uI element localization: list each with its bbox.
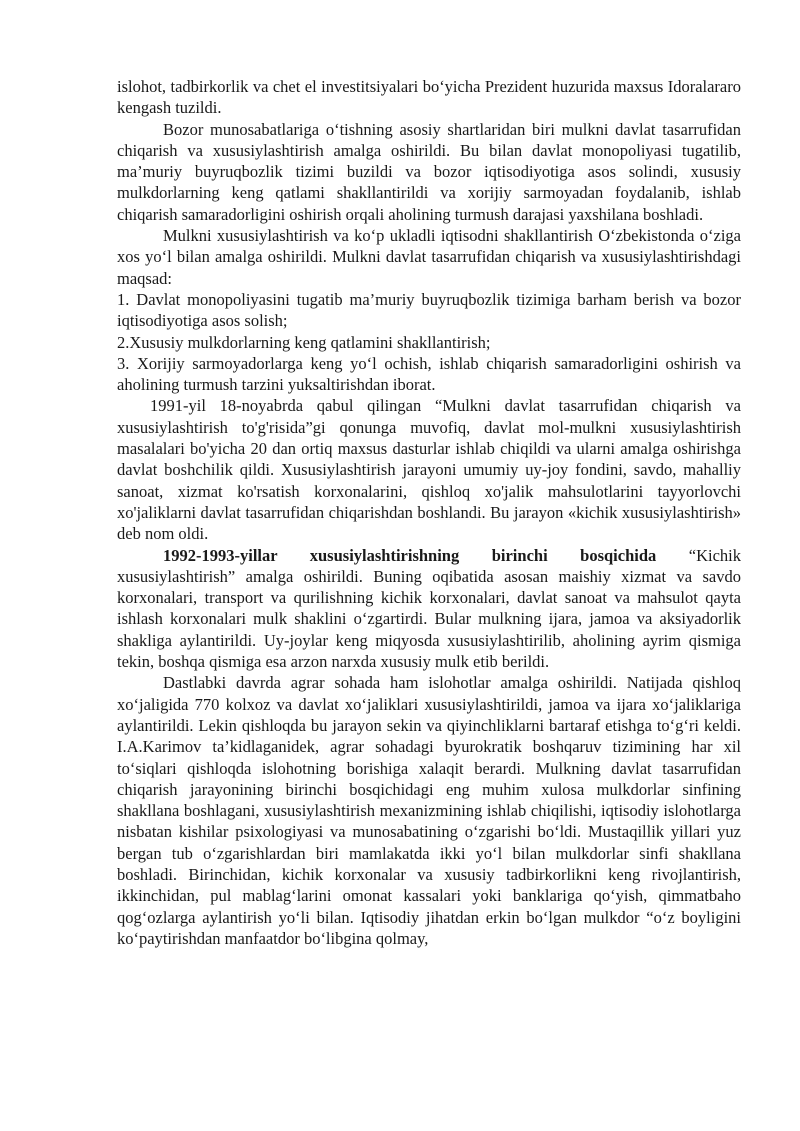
paragraph-2: Bozor munosabatlariga o‘tishning asosiy shartlaridan biri mulkni davlat tasarrufidan chiqarish va xususiylashtirish amalga oshirildi. Bu bilan davlat monopoliyasi tugatilib, ma’muriy buyruqbozlik tizimi buzildi va bozor iqtisodiyotiga asos solindi, xususiy mulkdorlarning keng qatlami shakllantirildi va xorijiy sarmoyadan foydalanib, ishlab chiqarish samaradorligini oshirish orqali aholining turmush darajasi yaxshilana boshladi.	[117, 119, 741, 224]
paragraph-7: 1991-yil 18-noyabrda qabul qilingan “Mulkni davlat tasarrufidan chiqarish va xususiylashtirish to'g'risida”gi qonunga muvofiq, davlat mol-mulkni xususiylashtirish masalalari bo'yicha 20 dan ortiq maxsus dasturlar ishlab chiqildi va ularni amalga oshirishga davlat boshchilik qildi. Xususiylashtirish jarayoni umumiy uy-joy fondini, savdo, mahalliy sanoat, xizmat ko'rsatish korxonalarini, qishloq xo'jalik mahsulotlarini tayyorlovchi xo'jaliklarni davlat tasarrufidan chiqarishdan boshlandi. Bu jarayon «kichik xususiylashtirish» deb nom oldi.	[117, 396, 741, 544]
document-page	[117, 76, 741, 949]
list-item-1: 1. Davlat monopoliyasini tugatib ma’muriy buyruqbozlik tizimiga barham berish va bozor iqtisodiyotiga asos solish;	[117, 289, 741, 331]
paragraph-8-bold-lead: 1992-1993-yillar xususiylashtirishning birinchi bosqichida	[163, 545, 657, 565]
list-item-3: 3. Xorijiy sarmoyadorlarga keng yo‘l ochish, ishlab chiqarish samaradorligini oshirish va aholining turmush tarzini yuksaltirishdan iborat.	[117, 353, 741, 395]
paragraph-3: Mulkni xususiylashtirish va ko‘p ukladli iqtisodni shakllantirish O‘zbekistonda o‘ziga xos yo‘l bilan amalga oshirildi. Mulkni davlat tasarrufidan chiqarish va xususiylashtirishdagi maqsad:	[117, 226, 741, 288]
paragraph-8	[117, 545, 741, 673]
paragraph-9: Dastlabki davrda agrar sohada ham islohotlar amalga oshirildi. Natijada qishloq xo‘jaligida 770 kolxoz va davlat xo‘jaliklari xususiylashtirildi, jamoa va ijara xo‘jaliklariga aylantirildi. Lekin qishloqda bu jarayon sekin va qiyinchliklarni bartaraf etishga to‘g‘ri keldi. I.A.Karimov ta’kidlaganidek, agrar sohadagi byurokratik boshqaruv tizimining har xil to‘siqlari qishloqda islohotning borishiga xalaqit berardi. Mulkning davlat tasarrufidan chiqarish jarayonining birinchi bosqichidagi eng muhim xulosa mulkdorlar sinfining shakllana boshlagani, xususiylashtirish mexanizmining ishlab chiqilishi, iqtisodiy islohotlarga nisbatan kishilar psixologiyasi va munosabatining o‘zgarishi bo‘ldi. Mustaqillik yillari yuz bergan tub o‘zgarishlardan biri mamlakatda ikki yo‘l bilan mulkdorlar sinfi shakllana boshladi. Birinchidan, kichik korxonalar va xususiy tadbirkorlikni keng rivojlantirish, ikkinchidan, pul mablag‘larini omonat kassalari yoki banklariga qo‘yish, qimmatbaho qog‘ozlarga aylantirish yo‘li bilan. Iqtisodiy jihatdan erkin bo‘lgan mulkdor “o‘z boyligini ko‘paytirishdan manfaatdor bo‘libgina qolmay,	[117, 673, 741, 948]
list-item-2: 2.Xususiy mulkdorlarning keng qatlamini shakllantirish;	[117, 332, 491, 352]
paragraph-1: islohot, tadbirkorlik va chet el investitsiyalari bo‘yicha Prezident huzurida maxsus Idoralararo kengash tuzildi.	[117, 77, 741, 118]
paragraph-8-text: “Kichik xususiylashtirish” amalga oshirildi. Buning oqibatida asosan maishiy xizmat va savdo korxonalari, transport va qurilishning kichik korxonalari, davlat sanoat va mahsulot qayta ishlash korxonalari mulk shaklini o‘zgartirdi. Bular mulkning ijara, jamoa va aksiyadorlik shakliga aylantirildi. Uy-joylar keng miqyosda xususiylashtirilib, aholining ayrim qismiga tekin, boshqa qismiga esa arzon narxda xususiy mulk etib berildi.	[117, 545, 741, 672]
